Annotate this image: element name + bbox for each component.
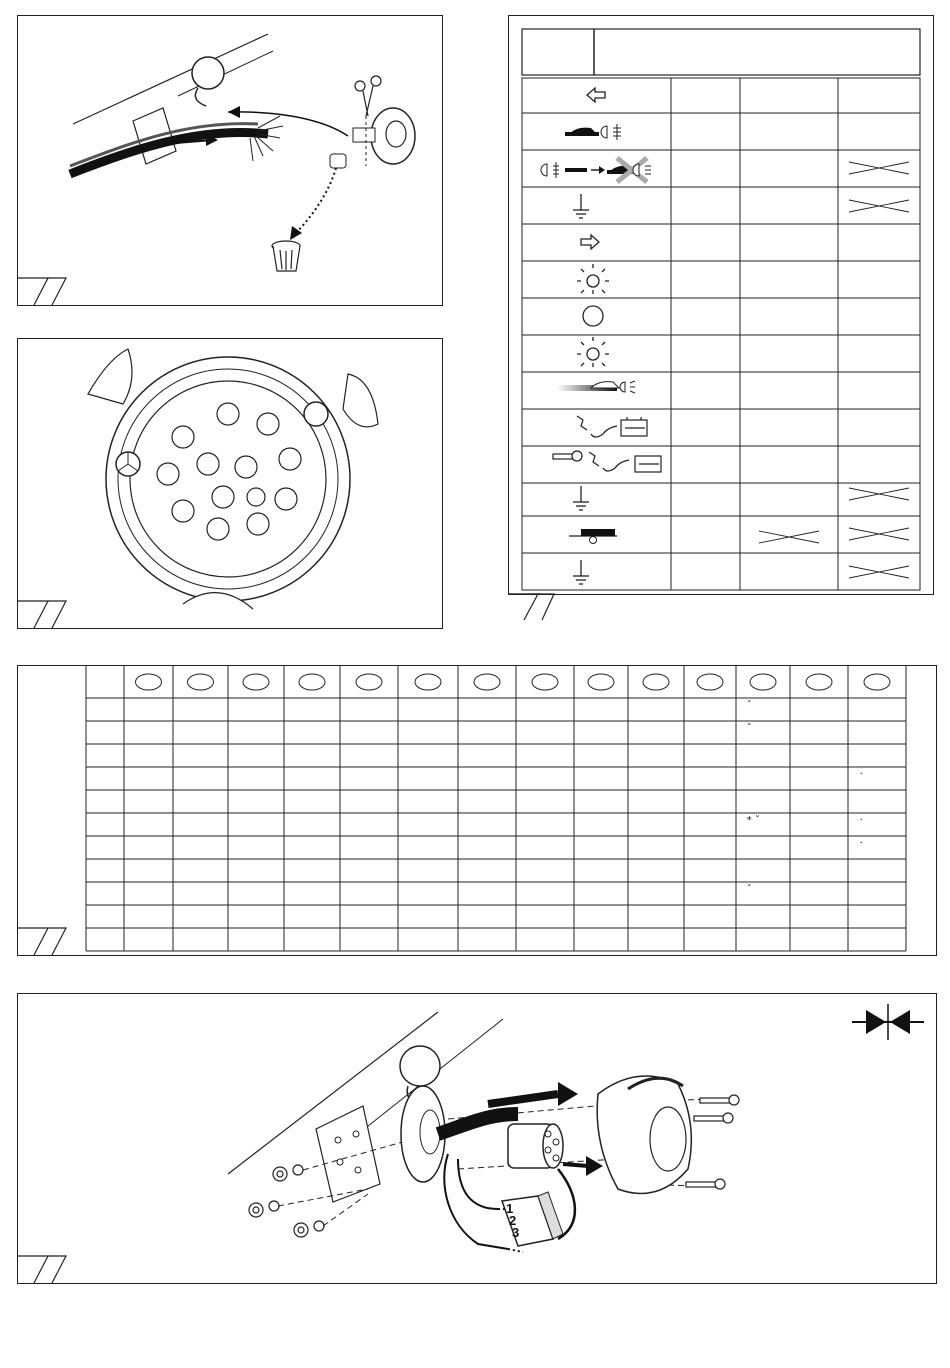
brake-light-icon — [583, 306, 603, 326]
relay-labels — [506, 1203, 519, 1239]
panel-socket-face — [17, 338, 443, 629]
fog-light-icon — [565, 124, 621, 140]
sensor-icon — [569, 529, 617, 544]
panel-wiring-grid — [17, 665, 937, 956]
grid-mark: * ˇ — [746, 815, 760, 826]
grid-mark: ˇ — [746, 884, 752, 895]
panel-cable-prep — [17, 15, 443, 306]
function-table — [509, 16, 933, 594]
reverse-light-icon — [557, 381, 635, 393]
battery-feed-icon — [577, 416, 647, 437]
grid-mark: ˇ — [746, 723, 752, 734]
relay-label-3: 3 — [512, 1225, 520, 1240]
left-indicator-icon — [587, 88, 605, 102]
scissors-icon — [355, 76, 381, 116]
cable-prep-illustration — [18, 16, 442, 305]
grid-marks-layer — [18, 666, 936, 955]
panel-function-table — [508, 15, 934, 595]
grid-mark: · — [859, 838, 863, 849]
screw-icons — [686, 1095, 739, 1189]
grid-mark: · — [859, 769, 863, 780]
ignition-feed-icon — [553, 451, 661, 472]
trash-bin-icon — [272, 241, 300, 271]
right-indicator-icon — [581, 235, 599, 249]
ground-icon — [573, 486, 589, 510]
ground-icon — [573, 560, 589, 584]
tail-light-icon — [577, 264, 609, 294]
mounting-illustration — [18, 994, 936, 1283]
relay-label-2: 2 — [509, 1213, 517, 1228]
fog-switch-off-icon — [541, 158, 651, 182]
relay-label-1: 1 — [506, 1201, 514, 1216]
ground-icon — [573, 194, 589, 218]
tighten-icon — [852, 1004, 924, 1040]
tail-light-right-icon — [577, 337, 609, 367]
grid-mark: ˇ — [746, 700, 752, 711]
panel-notch — [508, 592, 568, 622]
socket-face-illustration — [18, 339, 442, 628]
grid-mark: · — [859, 815, 863, 826]
panel-mounting — [17, 993, 937, 1284]
nut-washer-icons — [249, 1165, 324, 1237]
